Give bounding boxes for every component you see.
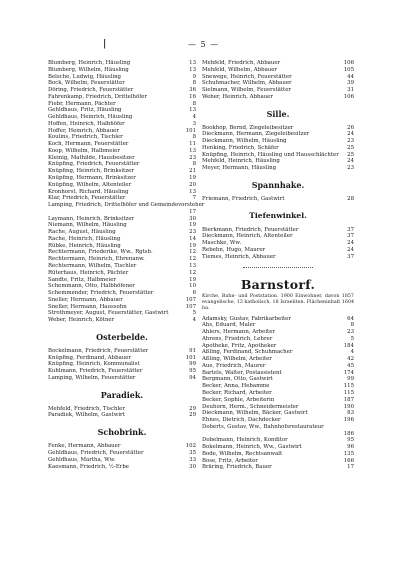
entry-house-number: 13	[189, 188, 196, 195]
entry-house-number: 37	[347, 253, 354, 260]
entry-house-number: 135	[343, 450, 354, 457]
entry-name: Rechtermann, Friederike, Ww., Rgtsb.	[48, 249, 153, 256]
section-heading-spannhake: Spannhake.	[251, 179, 305, 190]
entry-name: Kleinig, Mathilde, Hausbesitzer	[48, 154, 135, 161]
entry-name: Schuhmacher, Wilhelm, Abbauer	[202, 80, 292, 87]
list-item	[48, 80, 196, 87]
entry-name: Paradiek, Wilhelm, Gastwirt	[48, 412, 125, 419]
list-item	[48, 134, 196, 141]
list-item	[202, 125, 354, 132]
place-description: Kirche, Bahn- und Poststation. 1900 Einwohner, davon 1857 evangelische, 13 katholisch, 18 Israeliten. Flächeninhalt 1604 ha.	[202, 293, 354, 311]
list-item	[48, 141, 196, 148]
list-item	[48, 263, 196, 270]
entry-name: Rache, Heinrich, Häusling	[48, 235, 121, 242]
entry-house-number: 101	[185, 127, 196, 134]
entry-house-number: 13	[189, 66, 196, 73]
entry-house-number: 115	[343, 389, 354, 396]
entry-name: Schemmann, Otto, Halbhöfener	[48, 283, 135, 290]
entry-name: Knüpfing, Heinrich, Häusling und Hausschlächter	[202, 151, 339, 158]
list-item	[202, 316, 354, 323]
list-item	[48, 121, 196, 128]
entry-name: Sneller, Hermann, Abbauer	[48, 296, 123, 303]
entry-name: Bookhop, Bernd, Ziegeleibesitzer	[202, 124, 294, 131]
entry-name: Kronhorst, Richard, Häusling	[48, 188, 129, 195]
entry-name: Deuhorn, Herm., Schneidermeister	[202, 403, 299, 410]
entry-name: Dobelmann, Heinrich, Konditor	[202, 437, 288, 444]
entry-name: Belsche, Ludwig, Häusling	[48, 73, 121, 80]
entry-name: Adamsky, Gustav, Fabrikarbeiter	[202, 315, 291, 322]
entry-name: Bose, Fritz, Arbeiter	[202, 457, 258, 464]
list-item	[48, 270, 196, 277]
list-item	[202, 383, 354, 390]
entry-name: Fiebr, Hermann, Pächter	[48, 100, 116, 107]
entry-name: Mehfeld, Wilhelm, Abbauer	[202, 66, 278, 73]
list-item	[48, 249, 196, 256]
entry-list-tiefenwinkel	[202, 227, 354, 261]
entry-name: Ahs, Eduard, Maler	[202, 322, 256, 329]
entry-house-number: 30	[189, 463, 196, 470]
list-item	[48, 148, 196, 155]
entry-name: Rebehn, Hugo, Maurer	[202, 247, 266, 254]
entry-house-number: 37	[347, 226, 354, 233]
list-item	[48, 406, 196, 413]
entry-name: Lamping, Friedrich, Drittelhöfer und Gemeindevorsteher	[48, 202, 205, 209]
entry-house-number: 24	[347, 247, 354, 254]
entry-house-number: 4	[350, 349, 354, 356]
list-item	[48, 368, 196, 375]
list-item	[202, 94, 354, 101]
list-item	[202, 343, 354, 350]
entry-house-number: 12	[189, 269, 196, 276]
entry-name: Koch, Hermann, Feuerstätter	[48, 141, 129, 148]
list-item	[202, 152, 354, 159]
left-column	[48, 60, 205, 470]
list-item	[48, 74, 196, 81]
list-item	[48, 155, 196, 162]
entry-house-number: 187	[343, 396, 354, 403]
entry-house-number: 23	[347, 165, 354, 172]
list-item	[48, 67, 196, 74]
list-item	[48, 304, 196, 311]
entry-house-number: 8	[350, 322, 354, 329]
entry-name: Bierkmann, Friedrich, Feuerstätter	[202, 226, 299, 233]
list-item	[48, 182, 196, 189]
entry-house-number: 95	[347, 437, 354, 444]
list-item	[48, 60, 196, 67]
entry-house-number: 3	[192, 120, 196, 127]
list-item	[202, 376, 354, 383]
list-item	[202, 437, 354, 444]
entry-name: Mehfeld, Friedrich, Abbauer	[202, 60, 281, 66]
entry-name: Sielmann, Wilhelm, Feuerstätter	[202, 87, 291, 94]
entry-house-number: 12	[189, 249, 196, 256]
list-item	[48, 310, 196, 317]
entry-house-number: 29	[189, 412, 196, 419]
entry-name: Bode, Wilhelm, Rechtsanwalt	[202, 450, 283, 457]
entry-house-number: 11	[189, 141, 196, 148]
entry-house-number: 95	[189, 368, 196, 375]
list-item	[48, 236, 196, 243]
entry-house-number: 10	[189, 283, 196, 290]
entry-list-barnstorf	[202, 316, 354, 472]
entry-house-number: 24	[347, 240, 354, 247]
entry-name: Rache, August, Häusling	[48, 229, 116, 236]
entry-name: Kaesmann, Friedrich, ½-Erbe	[48, 463, 129, 470]
entry-name: Mehfeld, Friedrich, Tischler	[48, 405, 125, 412]
list-item	[202, 322, 354, 329]
entry-name: Knüpfing, Heinrich, Brinksitzer	[48, 168, 134, 175]
entry-house-number: 13	[189, 60, 196, 66]
list-item	[48, 101, 196, 108]
list-item	[202, 397, 354, 404]
entry-name: Knüpfing, Hermann, Brinksitzer	[48, 175, 136, 182]
list-item	[48, 450, 196, 457]
entry-house-number: 31	[347, 87, 354, 94]
list-item	[48, 277, 196, 284]
entry-name: Hoffen, Heinrich, Halbhöfer	[48, 120, 125, 127]
entry-name: Ahlers, Hermann, Arbeiter	[202, 329, 275, 336]
list-item	[48, 348, 196, 355]
entry-house-number: 35	[189, 449, 196, 456]
list-item	[202, 336, 354, 343]
page-marker: |	[103, 39, 107, 49]
entry-name: Dieckmann, Hermann, Ziegeleibesitzer	[202, 131, 310, 138]
list-item	[48, 189, 196, 196]
entry-house-number: 26	[347, 124, 354, 131]
list-item	[202, 410, 354, 417]
entry-name: Laymann, Heinrich, Brinksitzer	[48, 215, 135, 222]
entry-name: Gehldhaus, Martha, Ww.	[48, 456, 116, 463]
list-item	[48, 114, 196, 121]
list-item	[202, 227, 354, 234]
list-item	[202, 247, 354, 254]
list-item	[202, 444, 354, 451]
list-item	[202, 233, 354, 240]
list-item	[202, 131, 354, 138]
list-item	[202, 60, 354, 67]
section-heading-osterbelde: Osterbelde.	[96, 331, 148, 342]
section-heading-barnstorf: Barnstorf.	[240, 276, 316, 292]
entry-name: Dieckmann, Wilhelm, Bäcker, Gastwirt	[202, 410, 308, 417]
entry-house-number: 166	[343, 457, 354, 464]
list-item	[48, 161, 196, 168]
entry-name: Knüpfing, Friedrich, Feuerstätter	[48, 161, 140, 168]
entry-house-number: 107	[185, 303, 196, 310]
entry-house-number: 8	[192, 134, 196, 141]
entry-house-number: 83	[347, 410, 354, 417]
entry-name: Bokelmann, Heinrich, Ww., Gastwirt	[202, 444, 302, 451]
entry-house-number: 115	[343, 383, 354, 390]
entry-list-sille	[202, 125, 354, 172]
entry-list-schobrink	[48, 443, 196, 470]
entry-name: Blumberg, Wilhelm, Häusling	[48, 66, 129, 73]
entry-house-number: 19	[189, 276, 196, 283]
entry-name: Friemann, Friedrich, Gastwirt	[202, 195, 285, 202]
entry-house-number: 16	[189, 93, 196, 100]
entry-house-number: 101	[185, 354, 196, 361]
entry-house-number: 42	[347, 356, 354, 363]
entry-name: Snewege, Heinrich, Feuerstätter	[202, 73, 292, 80]
list-item	[48, 297, 196, 304]
list-item	[202, 240, 354, 247]
entry-house-number: 25	[347, 144, 354, 151]
list-item	[48, 375, 196, 382]
entry-house-number: 36	[189, 87, 196, 94]
entry-name: Becker, Sophie, Arbeiterin	[202, 396, 275, 403]
entry-name: Henking, Friedrich, Schäfer	[202, 144, 279, 151]
entry-house-number: 13	[189, 262, 196, 269]
entry-name: Klar, Friedrich, Feuerstätter	[48, 195, 126, 202]
entry-name: Aue, Friedrich, Maurer	[202, 362, 266, 369]
entry-list-osterbelde	[48, 348, 196, 382]
entry-house-number: 4	[192, 114, 196, 121]
entry-name: Strothmeyer, August, Feuerstätter, Gastwirt	[48, 310, 169, 317]
list-item	[202, 424, 354, 431]
entry-house-number: 39	[347, 80, 354, 87]
entry-house-number: 23	[189, 229, 196, 236]
entry-name: Becker, Anna, Hebamme	[202, 383, 270, 390]
entry-house-number: 106	[343, 60, 354, 66]
entry-name: Knüpfing, Ferdinand, Abbauer	[48, 354, 132, 361]
list-item	[202, 254, 354, 261]
entry-name: Hoffer, Heinrich, Abbauer	[48, 127, 119, 134]
entry-name: Apotheke, Fritz, Apotheker	[202, 342, 277, 349]
list-item	[202, 431, 354, 438]
entry-house-number: 7	[192, 195, 196, 202]
entry-house-number: 45	[347, 362, 354, 369]
entry-house-number: 20	[189, 181, 196, 188]
list-item	[202, 329, 354, 336]
list-item	[48, 216, 196, 223]
entry-house-number: 196	[343, 417, 354, 424]
entry-name: Knüpfing, Heinrich, Kommunalist	[48, 361, 140, 368]
entry-house-number: 37	[347, 233, 354, 240]
entry-name: Bock, Wilhelm, Feuerstätter	[48, 80, 125, 87]
entry-house-number: 12	[189, 256, 196, 263]
entry-name: Rechtermann, Heinrich, Ehrenanw.	[48, 256, 145, 263]
entry-name: Becker, Richard, Arbeiter	[202, 389, 272, 396]
entry-house-number: 19	[189, 175, 196, 182]
entry-name: Ehnes, Dietrich, Dachdecker	[202, 417, 281, 424]
list-item	[202, 74, 354, 81]
entry-name: Döring, Friedrich, Feuerstätter	[48, 87, 134, 94]
entry-list-spannhake	[202, 196, 354, 203]
entry-house-number: 19	[189, 222, 196, 229]
entry-house-number: 13	[189, 147, 196, 154]
entry-name: Gehldhaus, Friedrich, Feuerstätter	[48, 449, 144, 456]
entry-house-number: 14	[189, 235, 196, 242]
entry-name: Koop, Wilhelm, Halbmeier	[48, 147, 120, 154]
section-divider	[243, 267, 313, 268]
entry-name: Sandte, Fritz, Halbmeier	[48, 276, 116, 283]
entry-house-number: 29	[189, 405, 196, 412]
entry-house-number: 96	[347, 444, 354, 451]
list-item	[202, 145, 354, 152]
list-item	[202, 356, 354, 363]
entry-name: Rübke, Heinrich, Häusling	[48, 242, 121, 249]
entry-name: Sneller, Hermann, Haussohn	[48, 303, 127, 310]
entry-house-number: 24	[347, 131, 354, 138]
list-item	[202, 67, 354, 74]
entry-house-number: 17	[347, 464, 354, 471]
list-item	[48, 443, 196, 450]
list-item	[202, 404, 354, 411]
list-item	[48, 412, 196, 419]
entry-house-number: 174	[343, 369, 354, 376]
entry-name: Tiemes, Heinrich, Abbauer	[202, 253, 276, 260]
entry-name: Blumberg, Heinrich, Häusling	[48, 60, 131, 66]
section-heading-schobrink: Schobrink.	[97, 427, 147, 438]
list-item	[48, 283, 196, 290]
entry-house-number: 4	[192, 317, 196, 324]
entry-house-number: 44	[347, 73, 354, 80]
entry-house-number: 8	[192, 80, 196, 87]
list-item	[48, 202, 205, 209]
entry-house-number: 13	[189, 107, 196, 114]
entry-name: Aßling, Ferdinand, Schuhmacher	[202, 349, 293, 356]
entry-house-number: 190	[343, 403, 354, 410]
list-item	[48, 243, 196, 250]
list-item	[48, 229, 196, 236]
entry-house-number: 25	[347, 151, 354, 158]
entry-list-top-left	[48, 60, 205, 324]
list-item	[48, 94, 196, 101]
entry-house-number: 99	[189, 361, 196, 368]
entry-house-number: 9	[192, 73, 196, 80]
list-item	[48, 290, 196, 297]
entry-name: Meyer, Hermann, Häusling	[202, 165, 277, 172]
entry-house-number: 17	[189, 208, 196, 215]
entry-name: Maschke, Ww.	[202, 240, 242, 247]
entry-name: Mehfeld, Heinrich, Häusling	[202, 158, 280, 165]
entry-house-number: 105	[343, 66, 354, 73]
list-item	[202, 458, 354, 465]
entry-house-number: 8	[192, 100, 196, 107]
entry-name: Weber, Heinrich, Kötner	[48, 317, 115, 324]
entry-list-top-right	[202, 60, 354, 101]
list-item	[48, 256, 196, 263]
entry-house-number: 102	[185, 443, 196, 450]
list-item	[48, 87, 196, 94]
entry-name: Rüterhaus, Heinrich, Pächter	[48, 269, 129, 276]
entry-name: Koulins, Friedrich, Tischler	[48, 134, 123, 141]
page-number: — 5 —	[188, 40, 220, 49]
entry-house-number: 5	[350, 335, 354, 342]
entry-house-number: 24	[347, 158, 354, 165]
entry-house-number: 28	[347, 195, 354, 202]
entry-name: Weber, Heinrich, Abbauer	[202, 93, 273, 100]
entry-house-number: 33	[189, 456, 196, 463]
list-item	[48, 317, 196, 324]
list-item	[202, 165, 354, 172]
list-item	[48, 222, 196, 229]
entry-house-number: 21	[189, 168, 196, 175]
entry-house-number: 23	[347, 138, 354, 145]
list-item	[48, 361, 196, 368]
entry-name: Kuhlmann, Friedrich, Feuerstätter	[48, 368, 143, 375]
list-item	[202, 196, 354, 203]
entry-house-number: 30	[189, 215, 196, 222]
list-item	[202, 451, 354, 458]
list-item	[202, 417, 354, 424]
list-item	[48, 464, 196, 471]
entry-name: Aßling, Wilhelm, Arbeiter	[202, 356, 272, 363]
list-item	[48, 168, 196, 175]
entry-house-number: 186	[343, 430, 354, 437]
section-heading-paradiek: Paradiek.	[100, 389, 144, 400]
list-item	[202, 138, 354, 145]
entry-house-number: 23	[189, 154, 196, 161]
entry-house-number: 91	[189, 347, 196, 354]
list-item	[202, 464, 354, 471]
entry-house-number: 107	[185, 296, 196, 303]
entry-name: Fenke, Hermann, Abbauer	[48, 443, 121, 450]
list-item	[48, 107, 196, 114]
entry-name: Dieckmann, Wilhelm, Häusling	[202, 138, 287, 145]
entry-house-number: 94	[189, 374, 196, 381]
entry-name: Doberts, Gustav, Ww., Bahnhofsrestaurateur	[202, 423, 324, 430]
entry-list-paradiek	[48, 406, 196, 420]
list-item	[48, 355, 196, 362]
list-item	[48, 175, 196, 182]
entry-house-number: 19	[189, 242, 196, 249]
list-item	[48, 457, 196, 464]
entry-name: Gehldhaus, Heinrich, Häusling	[48, 114, 133, 121]
entry-house-number: 6	[192, 290, 196, 297]
list-item	[48, 128, 196, 135]
list-item	[202, 349, 354, 356]
entry-name: Schemmender, Friedrich, Feuerstätter	[48, 290, 154, 297]
entry-name: Bräring, Friedrich, Bauer	[202, 464, 272, 471]
entry-name: Fahrenkamp, Friedrich, Drittelhöfer	[48, 93, 148, 100]
entry-name: Niemann, Wilhelm, Häusling	[48, 222, 127, 229]
entry-house-number: 99	[347, 376, 354, 383]
entry-name: Bockelmann, Friedrich, Feuerstätter	[48, 347, 149, 354]
entry-house-number: 5	[192, 310, 196, 317]
list-item	[202, 390, 354, 397]
entry-name: Knüpfing, Wilhelm, Altenteiler	[48, 181, 132, 188]
entry-house-number: 23	[347, 329, 354, 336]
entry-name: Bartels, Walter, Postassistent	[202, 369, 282, 376]
right-column	[202, 60, 354, 471]
list-item	[48, 195, 196, 202]
entry-name: Bergmann, Otto, Gastwirt	[202, 376, 273, 383]
list-item	[202, 370, 354, 377]
list-item	[202, 80, 354, 87]
entry-house-number: 64	[347, 315, 354, 322]
entry-name: Lamping, Wilhelm, Feuerstätter	[48, 374, 136, 381]
entry-name: Dieckmann, Heinrich, Altenteiler	[202, 233, 293, 240]
list-item	[48, 209, 196, 216]
list-item	[202, 158, 354, 165]
entry-name: Gehldhaus, Fritz, Häusling	[48, 107, 122, 114]
section-heading-tiefenwinkel: Tiefenwinkel.	[249, 210, 307, 220]
list-item	[202, 87, 354, 94]
entry-house-number: 184	[343, 342, 354, 349]
entry-name: Ahrens, Friedrich, Lehrer	[202, 335, 273, 342]
entry-house-number: 8	[192, 161, 196, 168]
list-item	[202, 363, 354, 370]
entry-house-number: 106	[343, 93, 354, 100]
entry-name: Rechtermann, Wilhelm, Tischler	[48, 262, 137, 269]
section-heading-sille: Sille.	[266, 108, 290, 119]
